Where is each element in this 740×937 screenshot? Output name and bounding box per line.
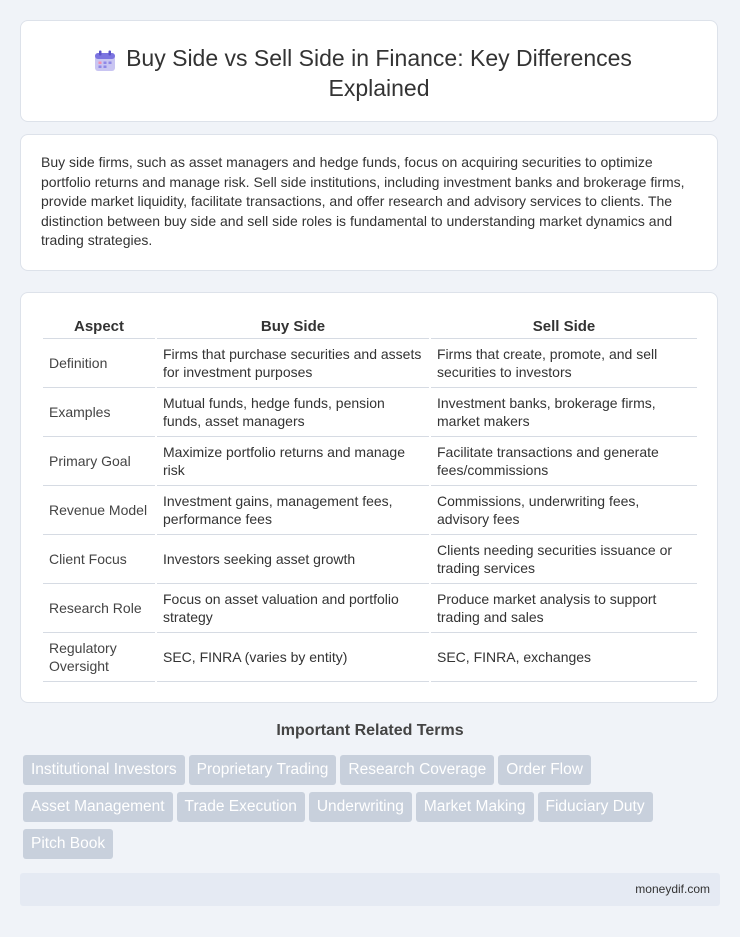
- table-row: [43, 486, 697, 535]
- related-term-tag[interactable]: Underwriting: [309, 792, 412, 822]
- buy-side-cell: Mutual funds, hedge funds, pension funds, asset managers: [157, 388, 429, 437]
- aspect-cell: Revenue Model: [43, 486, 155, 535]
- table-row: [43, 633, 697, 682]
- comparison-card: [20, 292, 718, 703]
- aspect-cell: Examples: [43, 388, 155, 437]
- footer: [20, 873, 720, 906]
- buy-side-cell: Investors seeking asset growth: [157, 535, 429, 584]
- table-row: [43, 339, 697, 388]
- sell-side-cell: Investment banks, brokerage firms, market makers: [431, 388, 697, 437]
- header-aspect: Aspect: [43, 315, 155, 339]
- related-term-tag[interactable]: Institutional Investors: [23, 755, 185, 785]
- related-term-tag[interactable]: Proprietary Trading: [189, 755, 337, 785]
- related-term-tag[interactable]: Pitch Book: [23, 829, 113, 859]
- sell-side-cell: Produce market analysis to support trading and sales: [431, 584, 697, 633]
- table-row: [43, 388, 697, 437]
- related-term-tag[interactable]: Trade Execution: [177, 792, 305, 822]
- buy-side-cell: Focus on asset valuation and portfolio strategy: [157, 584, 429, 633]
- table-header-row: [43, 315, 697, 339]
- intro-paragraph: Buy side firms, such as asset managers and hedge funds, focus on acquiring securities to optimize portfolio returns and manage risk. Sell side institutions, including investment banks and brokerage firms, provide market liquidity, facilitate transactions, and offer research and advisory services to clients. The distinction between buy side and sell side roles is fundamental to understanding market dynamics and trading strategies.: [41, 154, 685, 248]
- related-terms-heading: Important Related Terms: [276, 722, 464, 739]
- aspect-cell: Research Role: [43, 584, 155, 633]
- sell-side-cell: SEC, FINRA, exchanges: [431, 633, 697, 682]
- comparison-table: [41, 315, 699, 682]
- title-card: [20, 20, 718, 122]
- table-row: [43, 584, 697, 633]
- sell-side-cell: Clients needing securities issuance or trading services: [431, 535, 697, 584]
- related-term-tag[interactable]: Market Making: [416, 792, 534, 822]
- related-term-tag[interactable]: Asset Management: [23, 792, 173, 822]
- buy-side-cell: Firms that purchase securities and assets for investment purposes: [157, 339, 429, 388]
- intro-card: [20, 134, 718, 271]
- related-terms-list: [20, 752, 720, 863]
- header-sell-side: Sell Side: [431, 315, 697, 339]
- related-term-tag[interactable]: Fiduciary Duty: [538, 792, 653, 822]
- table-row: [43, 535, 697, 584]
- buy-side-cell: Investment gains, management fees, performance fees: [157, 486, 429, 535]
- aspect-cell: Primary Goal: [43, 437, 155, 486]
- table-row: [43, 437, 697, 486]
- buy-side-cell: Maximize portfolio returns and manage risk: [157, 437, 429, 486]
- page-title: Buy Side vs Sell Side in Finance: Key Differences Explained: [126, 45, 632, 101]
- related-term-tag[interactable]: Order Flow: [498, 755, 591, 785]
- related-term-tag[interactable]: Research Coverage: [340, 755, 494, 785]
- aspect-cell: Definition: [43, 339, 155, 388]
- buy-side-cell: SEC, FINRA (varies by entity): [157, 633, 429, 682]
- header-buy-side: Buy Side: [157, 315, 429, 339]
- aspect-cell: Client Focus: [43, 535, 155, 584]
- sell-side-cell: Commissions, underwriting fees, advisory fees: [431, 486, 697, 535]
- sell-side-cell: Facilitate transactions and generate fees/commissions: [431, 437, 697, 486]
- aspect-cell: Regulatory Oversight: [43, 633, 155, 682]
- footer-site-link[interactable]: moneydif.com: [635, 882, 710, 896]
- sell-side-cell: Firms that create, promote, and sell securities to investors: [431, 339, 697, 388]
